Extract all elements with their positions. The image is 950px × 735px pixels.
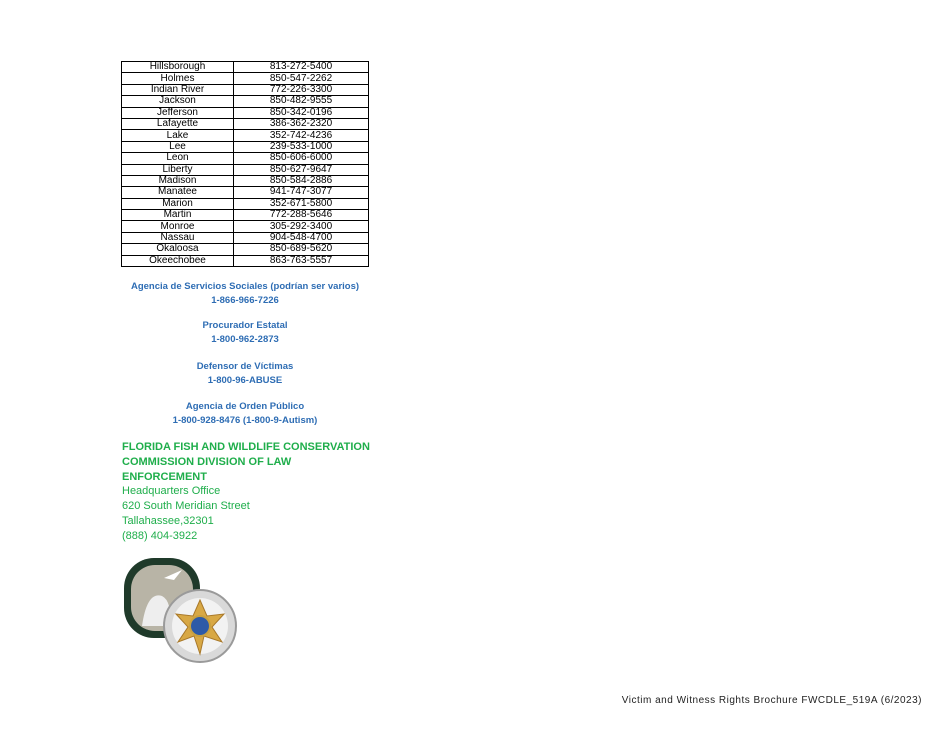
table-row xyxy=(122,187,369,198)
county-phone: 850-584-2886 xyxy=(234,175,369,186)
county-name: Marion xyxy=(122,198,234,209)
county-phone: 850-482-9555 xyxy=(234,96,369,107)
county-name: Jefferson xyxy=(122,107,234,118)
county-phone: 850-342-0196 xyxy=(234,107,369,118)
county-phone: 239-533-1000 xyxy=(234,141,369,152)
county-name: Indian River xyxy=(122,84,234,95)
table-row xyxy=(122,107,369,118)
table-row xyxy=(122,175,369,186)
table-row xyxy=(122,221,369,232)
table-row xyxy=(122,244,369,255)
county-phone: 863-763-5557 xyxy=(234,255,369,266)
county-phone: 850-547-2262 xyxy=(234,73,369,84)
fwc-title-line: FLORIDA FISH AND WILDLIFE CONSERVATION xyxy=(122,441,370,453)
fwc-title-line: ENFORCEMENT xyxy=(122,470,207,483)
county-phone: 850-689-5620 xyxy=(234,244,369,255)
agency-phone: 1-800-962-2873 xyxy=(211,334,279,345)
agency-state-attorney xyxy=(121,319,369,347)
county-name: Hillsborough xyxy=(122,62,234,73)
table-row xyxy=(122,232,369,243)
county-phone: 772-226-3300 xyxy=(234,84,369,95)
county-phone: 305-292-3400 xyxy=(234,221,369,232)
county-phone: 352-671-5800 xyxy=(234,198,369,209)
table-row xyxy=(122,198,369,209)
county-name: Martin xyxy=(122,210,234,221)
fwc-office: Headquarters Office xyxy=(122,485,221,498)
table-row xyxy=(122,255,369,266)
table-row xyxy=(122,210,369,221)
table-row xyxy=(122,130,369,141)
table-row xyxy=(122,84,369,95)
fwc-logos xyxy=(122,556,240,664)
county-phone-table xyxy=(121,61,369,267)
agency-phone: 1-800-96-ABUSE xyxy=(207,375,283,386)
county-name: Leon xyxy=(122,153,234,164)
table-row xyxy=(122,96,369,107)
agency-name: Procurador Estatal xyxy=(202,320,288,331)
county-name: Okeechobee xyxy=(122,255,234,266)
county-phone: 850-627-9647 xyxy=(234,164,369,175)
agency-phone: 1-866-966-7226 xyxy=(211,295,279,306)
county-name: Madison xyxy=(122,175,234,186)
table-row xyxy=(122,141,369,152)
county-name: Jackson xyxy=(122,96,234,107)
county-phone: 352-742-4236 xyxy=(234,130,369,141)
fwc-city: Tallahassee,32301 xyxy=(122,514,214,527)
agency-name: Agencia de Orden Público xyxy=(185,401,305,412)
county-name: Nassau xyxy=(122,232,234,243)
county-phone: 850-606-6000 xyxy=(234,153,369,164)
county-name: Liberty xyxy=(122,164,234,175)
county-name: Manatee xyxy=(122,187,234,198)
county-phone: 941-747-3077 xyxy=(234,187,369,198)
county-name: Lafayette xyxy=(122,118,234,129)
county-phone: 772-288-5646 xyxy=(234,210,369,221)
law-enforcement-badge-logo xyxy=(164,590,236,662)
fwc-street: 620 South Meridian Street xyxy=(122,500,250,513)
table-row xyxy=(122,118,369,129)
agency-law-enforcement xyxy=(121,400,369,428)
agency-social-services xyxy=(121,280,369,308)
fwc-contact xyxy=(122,440,370,544)
table-row xyxy=(122,62,369,73)
county-phone: 813-272-5400 xyxy=(234,62,369,73)
table-row xyxy=(122,164,369,175)
county-name: Okaloosa xyxy=(122,244,234,255)
county-name: Lake xyxy=(122,130,234,141)
table-row xyxy=(122,73,369,84)
agency-victim-advocate xyxy=(121,360,369,388)
county-name: Holmes xyxy=(122,73,234,84)
fwc-title-line: COMMISSION DIVISION OF LAW xyxy=(122,455,292,468)
county-phone: 904-548-4700 xyxy=(234,232,369,243)
agency-name: Agencia de Servicios Sociales (podrían ser varios) xyxy=(130,281,360,292)
county-name: Lee xyxy=(122,141,234,152)
document-footer: Victim and Witness Rights Brochure FWCDLE_519A (6/2023) xyxy=(621,695,922,706)
agency-phone: 1-800-928-8476 (1-800-9-Autism) xyxy=(172,415,318,426)
agency-name: Defensor de Víctimas xyxy=(196,361,294,372)
county-name: Monroe xyxy=(122,221,234,232)
county-phone: 386-362-2320 xyxy=(234,118,369,129)
fwc-phone: (888) 404-3922 xyxy=(122,529,198,542)
table-row xyxy=(122,153,369,164)
